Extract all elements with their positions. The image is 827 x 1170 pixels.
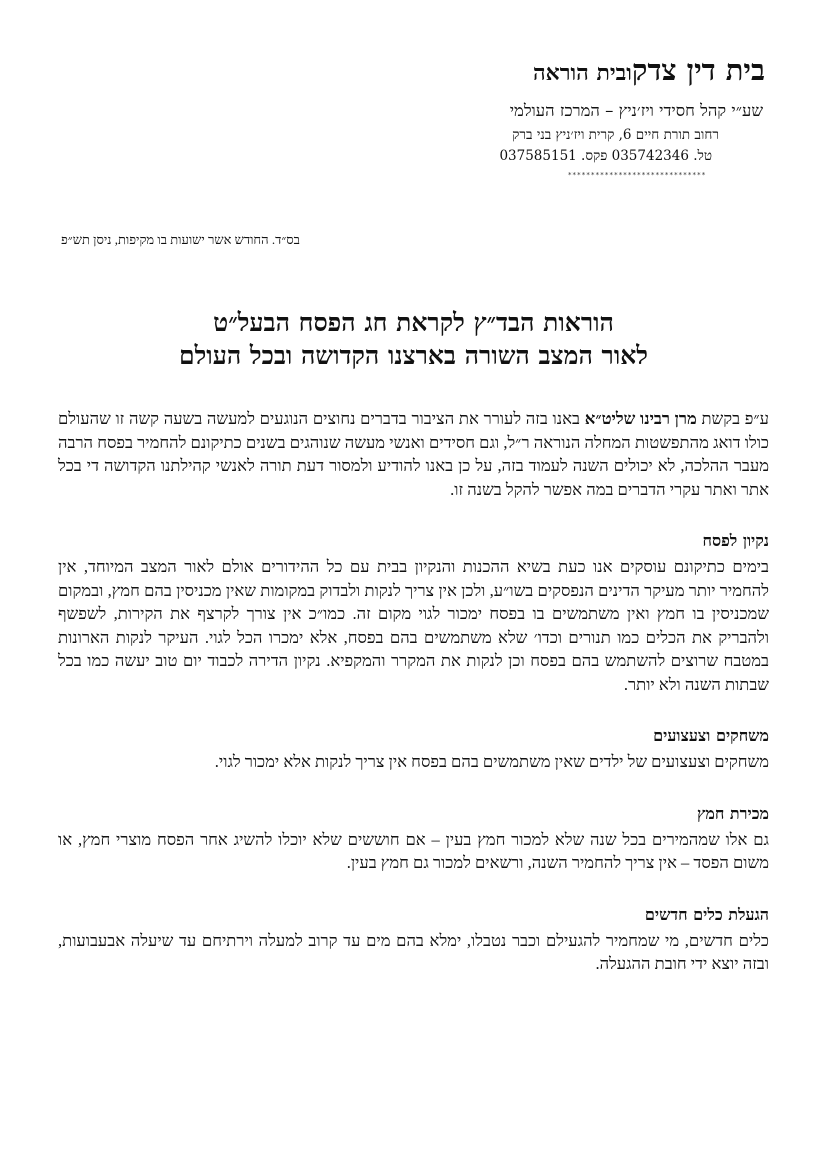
letterhead-separator: ******************************	[567, 171, 706, 179]
section-heading-kashering: הגעלת כלים חדשים	[644, 904, 769, 924]
section-heading-cleaning: נקיון לפסח	[702, 531, 769, 550]
intro-text: באנו בזה לעורר את הציבור בדברים נחוצים הנוגעים למעשה בשעה קשה זו שהעולם כולו דואג מהתפשטות המחלה הנוראה ר״ל, וגם חסידים ואנשי מעשה שנוהגים בשנים כתיקונם להחמיר בפסח הרבה מעבר ההלכה, לא יכולים השנה לעמוד בזה, על כן באנו להודיע ולמסור דעת תורה לאנשי קהילתנו הקדושה די בכל אתר ואתר עקרי הדברים במה אפשר להקל בשנה זו.	[58, 409, 769, 499]
address: רחוב תורת חיים 6, קרית ויז׳ניץ בני ברק	[512, 127, 719, 143]
intro-bold: מרן רבינו שליט״א	[584, 409, 697, 428]
court-name-suffix: ובית הוראה	[532, 60, 632, 86]
intro-paragraph	[58, 407, 769, 501]
document-body	[58, 407, 769, 976]
section-text-kashering: כלים חדשים, מי שמחמיר להגעילם וכבר נטבלו, ימלא בהם מים עד קרוב למעלה וירתיחם עד שיעלה אבעבועות, ובזה יוצא ידי חובת ההגעלה.	[58, 930, 769, 973]
intro-prefix: ע״פ בקשת	[696, 409, 769, 428]
section-heading-chametz-sale: מכירת חמץ	[697, 803, 769, 823]
section-text-toys: משחקים וצעצועים של ילדים שאין משתמשים בהם בפסח אין צריך לנקות אלא ימכור לגוי.	[214, 752, 769, 771]
letterhead	[429, 52, 769, 183]
organization-subtitle: שע״י קהל חסידי ויז׳ניץ – המרכז העולמי	[509, 101, 763, 120]
section-text-cleaning: בימים כתיקונם עוסקים אנו כעת בשיא ההכנות והנקיון בבית עם כל ההידורים אולם לאור המצב המיוחד, אין להחמיר יותר מעיקר הדינים הנפסקים בשו״ע, ולכן אין צריך לנקות ולבדוק במקומות שאין מכניסין בהם חמץ, ובמקום שמכניסין בו חמץ ואין משתמשים בו בפסח ימכור לגוי מקום זה. כמו״כ אין צורך לקרצף את הקירות, לשפשף ולהבריק את הכלים כמו תנורים וכדו׳ שלא משתמשים בהם בפסח, אלא ימכרו הכל לגוי. העיקר לנקות הארונות במטבח שרוצים להשתמש בהם בפסח וכן לנקות את המקרר והמקפיא. נקיון הדירה לכבוד יום טוב יעשה כמו בכל שבתות השנה ולא יותר.	[58, 557, 769, 694]
document-title	[90, 306, 737, 372]
dateline-text: בס״ד. החודש אשר ישועות בו מקיפות, ניסן תש״פ	[61, 232, 300, 247]
court-name-main: בית דין צדק	[631, 53, 765, 87]
dateline	[61, 232, 441, 248]
title-line-1: הוראות הבד״ץ לקראת חג הפסח הבעל״ט	[213, 308, 614, 337]
phone-fax: טל. 035742346 פקס. 037585151	[499, 148, 712, 164]
court-name	[429, 52, 769, 91]
section-heading-toys: משחקים וצעצועים	[653, 726, 769, 745]
title-line-2: לאור המצב השורה בארצנו הקדושה ובכל העולם	[179, 341, 648, 370]
section-text-chametz-sale: גם אלו שמהמירים בכל שנה שלא למכור חמץ בעין – אם חוששים שלא יוכלו להשיג אחר הפסח מוצרי חמץ, או משום הפסד – אין צריך להחמיר השנה, ורשאים למכור גם חמץ בעין.	[58, 829, 769, 872]
